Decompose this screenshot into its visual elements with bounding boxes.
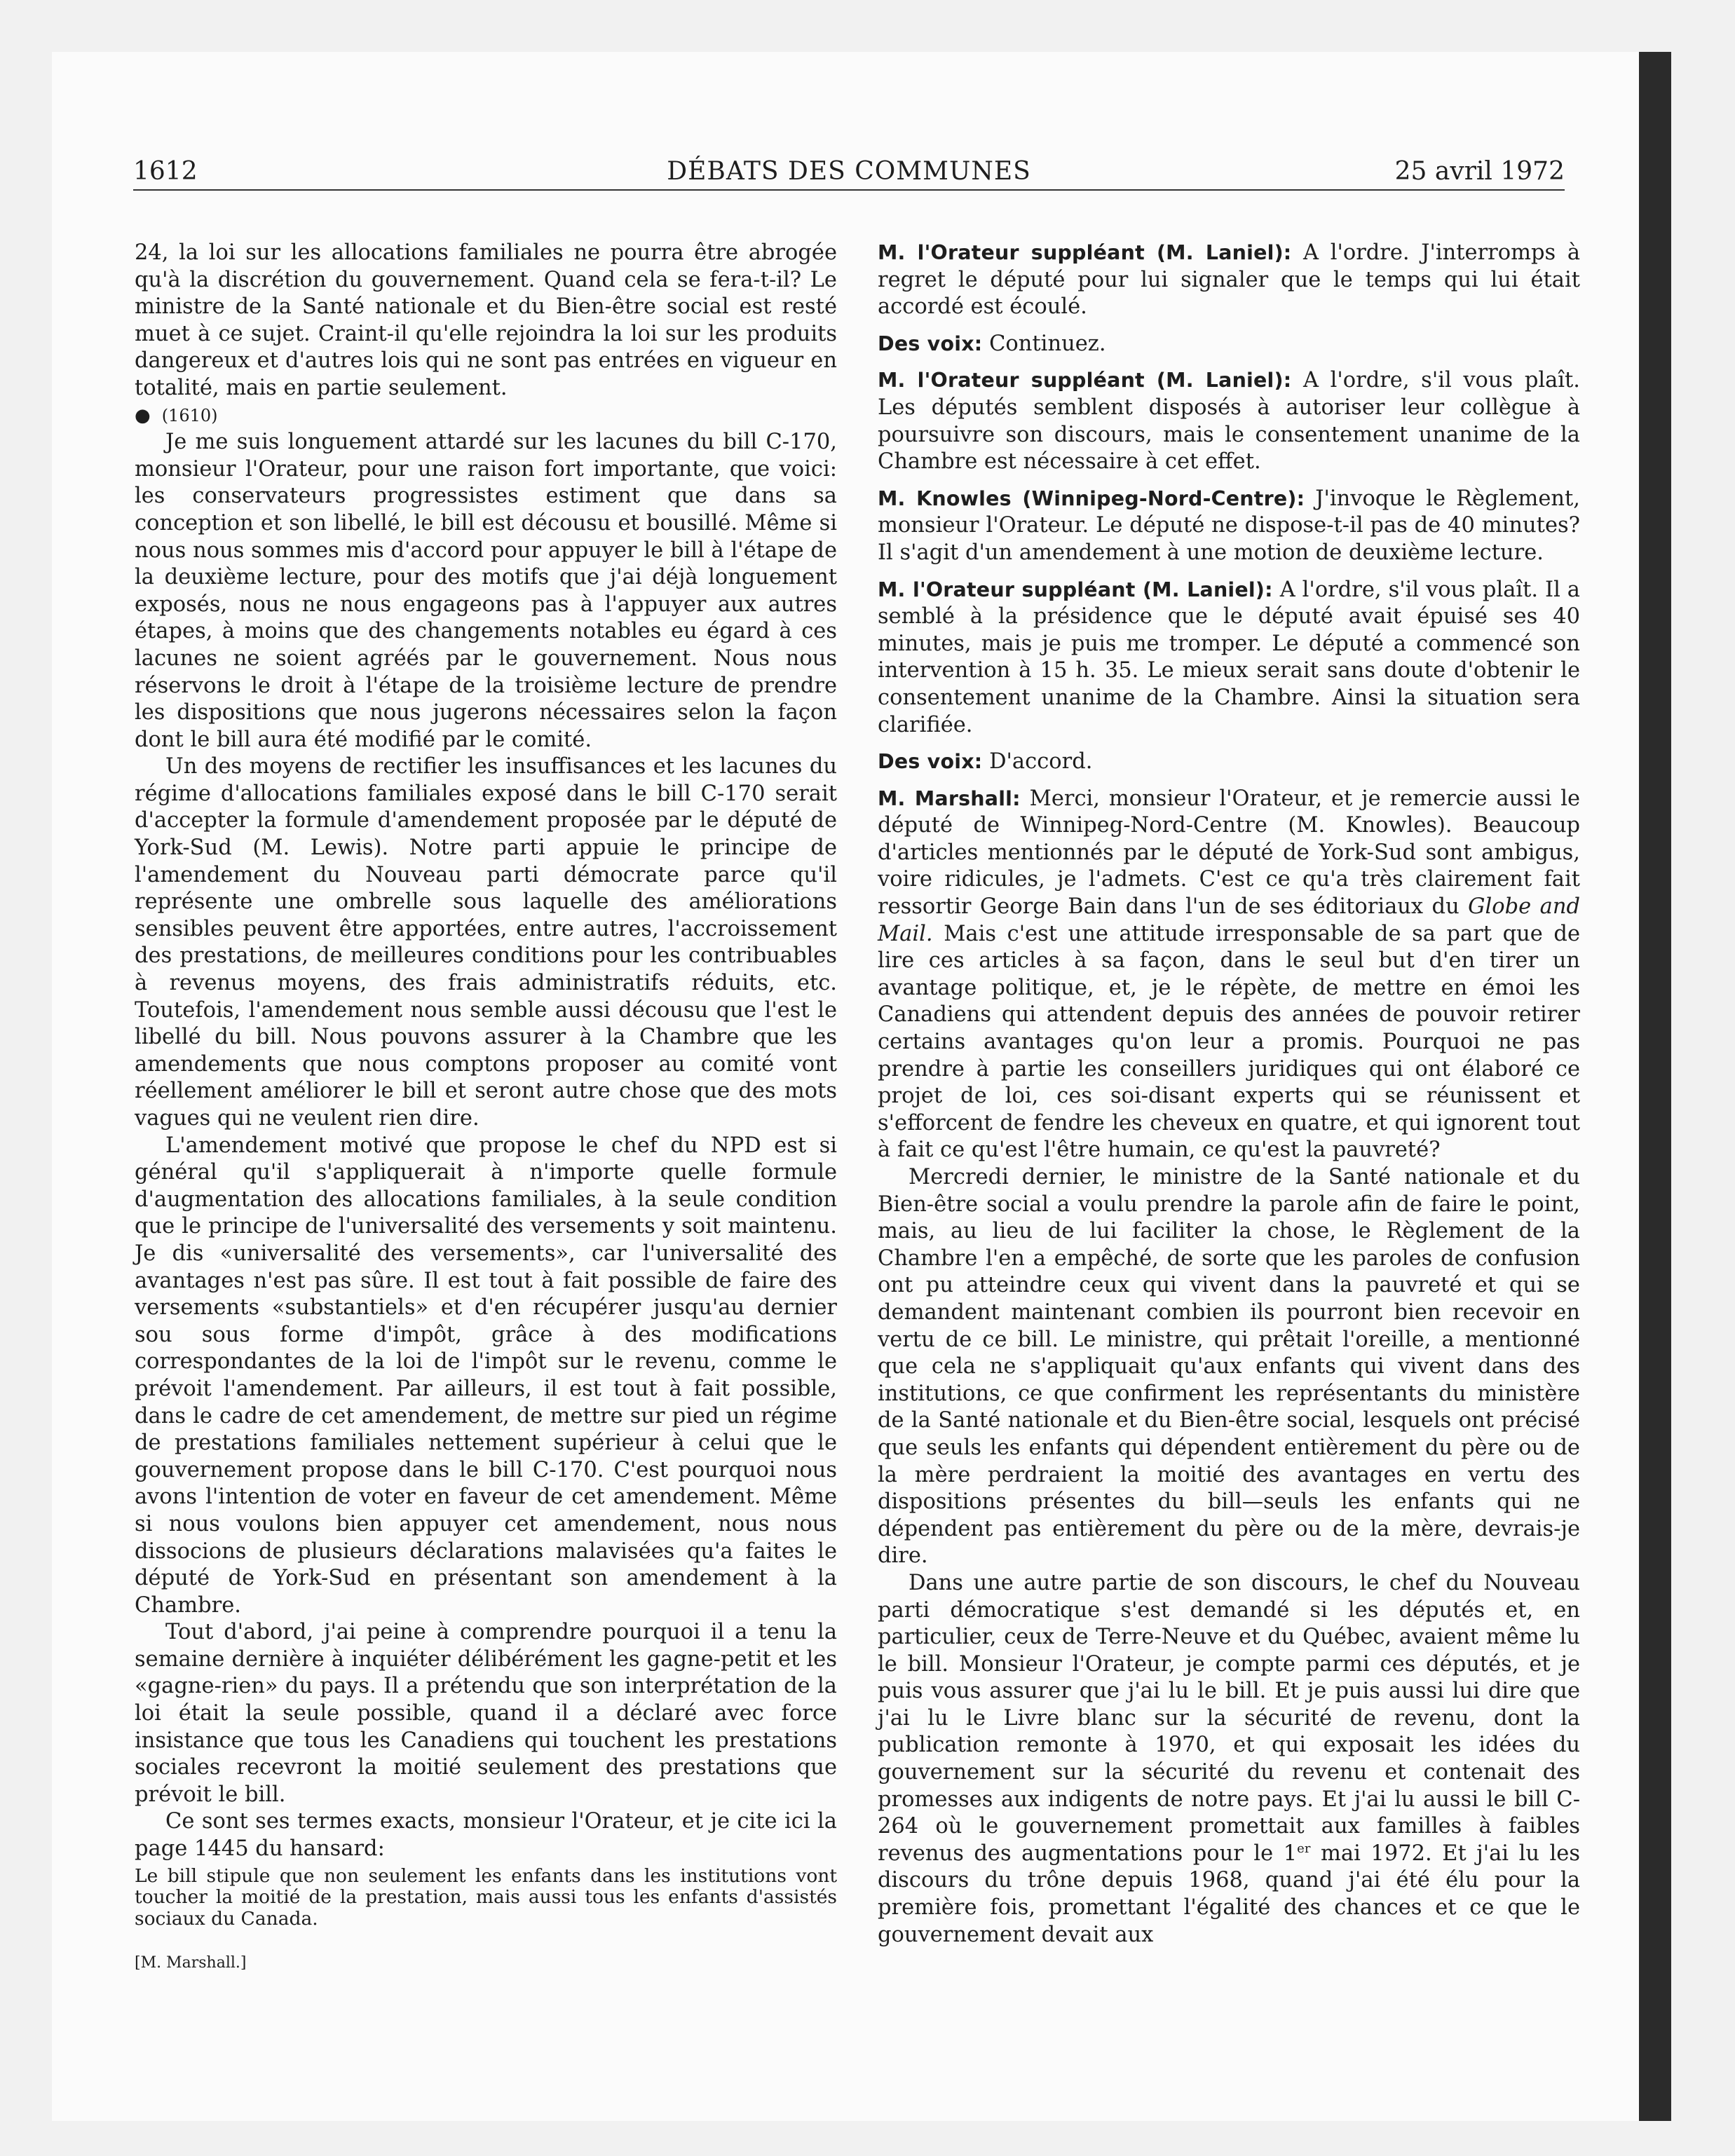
block-quote xyxy=(135,1866,837,1930)
speaker-name: M. Marshall: xyxy=(878,786,1021,810)
ordinal-superscript: er xyxy=(1297,1841,1311,1856)
bullet-icon: ● xyxy=(135,404,151,426)
speaker-name: M. l'Orateur suppléant (M. Laniel): xyxy=(878,241,1292,264)
speech xyxy=(878,240,1580,321)
paragraph: Ce sont ses termes exacts, monsieur l'Orateur, et je cite ici la page 1445 du hansard: xyxy=(135,1809,837,1862)
paragraph xyxy=(878,1570,1580,1949)
speech-text: Continuez. xyxy=(982,331,1106,356)
speech xyxy=(878,577,1580,739)
speaker-name: M. Knowles (Winnipeg-Nord-Centre): xyxy=(878,486,1305,510)
issue-date: 25 avril 1972 xyxy=(1394,157,1565,186)
speaker-name: Des voix: xyxy=(878,750,983,774)
paragraph-text: Dans une autre partie de son discours, le chef du Nouveau parti démocratique s'est demandé si les députés et, en particulier, ceux de Terre-Neuve et du Québec, avaient même lu le bill. Monsieur l'Orateur, je compte parmi ces députés, et je puis vous assurer que j'ai lu le bill. Et je puis aussi lui dire que j'ai lu le Livre blanc sur la sécurité de revenu, dont la publication remonte à 1970, et qui exposait les idées du gouvernement sur la sécurité du revenu et contenait des promesses aux indigents de notre pays. Et j'ai lu aussi le bill C-264 où le gouvernement promettait aux familles à faibles revenus des augmentations pour le 1 xyxy=(878,1570,1580,1866)
speech-text: D'accord. xyxy=(982,749,1093,775)
speech xyxy=(878,786,1580,1164)
binding-edge xyxy=(1639,52,1671,2121)
left-column xyxy=(135,240,837,1973)
paragraph-text: mai 1972. Et j'ai lu les discours du trône depuis 1968, quand j'ai été élu pour la première fois, promettant l'égalité des chances et ce que le gouvernement devait aux xyxy=(878,1841,1580,1947)
time-marker-label: (1610) xyxy=(161,405,218,425)
time-marker xyxy=(135,402,837,430)
quote-text: Le bill stipule que non seulement les enfants dans les institutions vont toucher la moitié de la prestation, mais aussi tous les enfants d'assistés sociaux du Canada. xyxy=(135,1864,837,1930)
speaker-name: M. l'Orateur suppléant (M. Laniel): xyxy=(878,369,1292,393)
speaker-name: Des voix: xyxy=(878,332,983,355)
speech-text: Merci, monsieur l'Orateur, et je remercie aussi le député de Winnipeg-Nord-Centre (M. Knowles). Beaucoup d'articles mentionnés par le député de York-Sud sont ambigus, voire ridicules, je l'admets. C'est ce qu'a très clairement fait ressortir George Bain dans l'un de ses éditoriaux du xyxy=(878,786,1580,920)
running-header xyxy=(133,154,1565,191)
page-number: 1612 xyxy=(133,157,198,186)
speech-text: A l'ordre, s'il vous plaît. Il a semblé à la présidence que le député avait épuisé ses 40 minutes, mais je puis me tromper. Le député a commencé son intervention à 15 h. 35. Le mieux serait sans doute d'obtenir le consentement unanime de la Chambre. Ainsi la situation sera clarifiée. xyxy=(878,577,1580,737)
publication-title: DÉBATS DES COMMUNES xyxy=(667,157,1031,186)
right-column xyxy=(878,240,1580,1949)
speech-text: J'invoque le Règlement, monsieur l'Orateur. Le député ne dispose-t-il pas de 40 minutes? Il s'agit d'un amendement à une motion de deuxième lecture. xyxy=(878,486,1580,565)
speech-text: A l'ordre, s'il vous plaît. Les députés semblent disposés à autoriser leur collègue à poursuivre son discours, mais le consentement unanime de la Chambre est nécessaire à cet effet. xyxy=(878,368,1580,475)
speaker-attribution: [M. Marshall.] xyxy=(135,1954,247,1972)
speech-text: Mais c'est une attitude irresponsable de sa part que de lire ces articles à sa façon, dans le seul but d'en tirer un avantage politique, et, je le répète, de mettre en émoi les Canadiens qui attendent depuis des années de pouvoir retirer certains avantages qu'on leur a promis. Pourquoi ne pas prendre à partie les conseillers juridiques qui ont élaboré ce projet de loi, ces soi-disant experts qui se réunissent et s'efforcent de fendre les cheveux en quatre, et qui ignorent tout à fait ce qu'est l'être humain, ce qu'est la pauvreté? xyxy=(878,921,1580,1163)
speech xyxy=(878,486,1580,567)
paragraph: 24, la loi sur les allocations familiales ne pourra être abrogée qu'à la discrétion du gouvernement. Quand cela se fera-t-il? Le ministre de la Santé nationale et du Bien-être social est resté muet à ce sujet. Craint-il qu'elle rejoindra la loi sur les produits dangereux et d'autres lois qui ne sont pas entrées en vigueur en totalité, mais en partie seulement. xyxy=(135,240,837,400)
paragraph: Je me suis longuement attardé sur les lacunes du bill C-170, monsieur l'Orateur, pour une raison fort importante, que voici: les conservateurs progressistes estiment que dans sa conception et son libellé, le bill est décousu et bousillé. Même si nous nous sommes mis d'accord pour appuyer le bill à l'étape de la deuxième lecture, pour des motifs que j'ai déjà longuement exposés, nous ne nous engageons pas à l'appuyer aux autres étapes, à moins que des changements notables eu égard à ces lacunes ne soient agréés par le gouvernement. Nous nous réservons le droit à l'étape de la troisième lecture de prendre les dispositions que nous jugerons nécessaires selon la façon dont le bill aura été modifié par le comité. xyxy=(135,430,837,752)
speech xyxy=(878,367,1580,475)
speech xyxy=(878,749,1580,776)
paragraph: L'amendement motivé que propose le chef du NPD est si général qu'il s'appliquerait à n'importe quelle formule d'augmentation des allocations familiales, à la seule condition que le principe de l'universalité des versements y soit maintenu. Je dis «universalité des versements», car l'universalité des avantages n'est pas sûre. Il est tout à fait possible de faire des versements «substantiels» et d'en récupérer jusqu'au dernier sou sous forme d'impôt, grâce à des modifications correspondantes de la loi de l'impôt sur le revenu, comme le prévoit l'amendement. Par ailleurs, il est tout à fait possible, dans le cadre de cet amendement, de mettre sur pied un régime de prestations familiales nettement supérieur à celui que le gouvernement propose dans le bill C-170. C'est pourquoi nous avons l'intention de voter en faveur de cet amendement. Même si nous voulons bien appuyer cet amendement, nous nous dissocions de plusieurs déclarations malavisées qu'a faites le député de York-Sud en présentant son amendement à la Chambre. xyxy=(135,1133,837,1618)
speaker-name: M. l'Orateur suppléant (M. Laniel): xyxy=(878,578,1273,601)
speech xyxy=(878,331,1580,358)
newspaper-title: Globe and Mail. xyxy=(878,894,1580,946)
paragraph: Un des moyens de rectifier les insuffisances et les lacunes du régime d'allocations familiales exposé dans le bill C-170 serait d'accepter la formule d'amendement proposée par le député de York-Sud (M. Lewis). Notre parti appuie le principe de l'amendement du Nouveau parti démocrate parce qu'il représente une ombrelle sous laquelle des améliorations sensibles peuvent être apportées, entre autres, l'accroissement des prestations, de meilleures conditions pour les contribuables à revenus moyens, des frais administratifs réduits, etc. Toutefois, l'amendement nous semble aussi décousu que l'est le libellé du bill. Nous pouvons assurer à la Chambre que les amendements que nous comptons proposer au comité vont réellement améliorer le bill et seront autre chose que des mots vagues qui ne veulent rien dire. xyxy=(135,754,837,1131)
paragraph: Tout d'abord, j'ai peine à comprendre pourquoi il a tenu la semaine dernière à inquiéter délibérément les gagne-petit et les «gagne-rien» du pays. Il a prétendu que son interprétation de la loi était la seule possible, quand il a déclaré avec force insistance que tous les Canadiens qui touchent les prestations sociales recevront la moitié seulement des prestations que prévoit le bill. xyxy=(135,1620,837,1807)
speech-text: A l'ordre. J'interromps à regret le député pour lui signaler que le temps qui lui était accordé est écoulé. xyxy=(878,240,1580,320)
paragraph: Mercredi dernier, le ministre de la Santé nationale et du Bien-être social a voulu prendre la parole afin de faire le point, mais, au lieu de lui faciliter la chose, le Règlement de la Chambre l'en a empêché, de sorte que les paroles de confusion ont pu atteindre ceux qui vivent dans la pauvreté et qui se demandent maintenant combien ils pourront bien recevoir en vertu de ce bill. Le ministre, qui prêtait l'oreille, a mentionné que cela ne s'appliquait qu'aux enfants qui vivent dans des institutions, ce que confirment les représentants du ministère de la Santé nationale et du Bien-être social, lesquels ont précisé que seuls les enfants qui dépendent entièrement du père ou de la mère perdraient la moitié des avantages en vertu des dispositions présentes du bill—seuls les enfants qui ne dépendent pas entièrement du père ou de la mère, devrais-je dire. xyxy=(878,1165,1580,1569)
